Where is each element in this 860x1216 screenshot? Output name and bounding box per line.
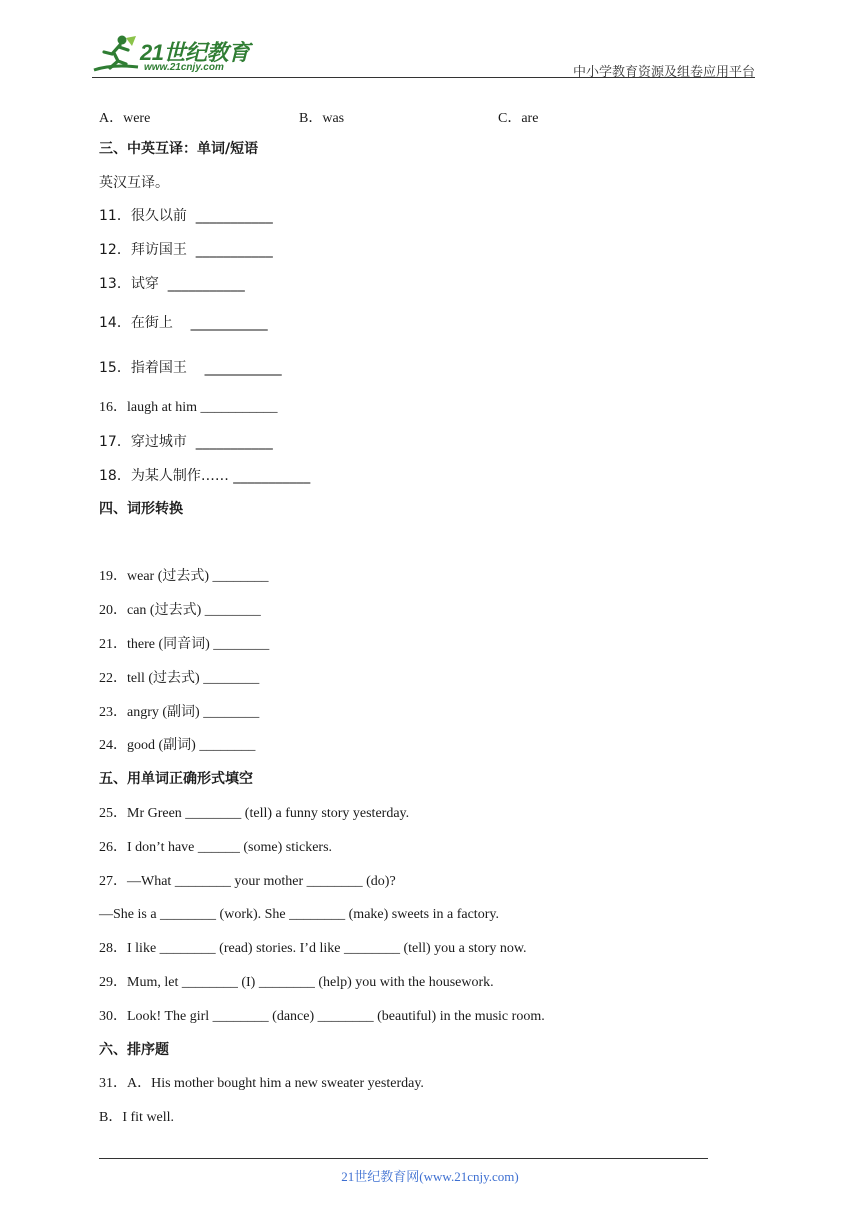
- question-29: 29．Mum, let ________ (I) ________ (help) you with the housework.: [99, 975, 494, 990]
- option-b: B．was: [299, 111, 345, 126]
- question-18: 18．为某人制作…… ___________: [99, 468, 311, 484]
- logo-text: 21世纪教育: [140, 40, 250, 65]
- option-a: A．were: [99, 111, 151, 126]
- question-26: 26．I don’t have ______ (some) stickers.: [99, 840, 333, 855]
- question-17: 17．穿过城市 ___________: [99, 434, 273, 450]
- question-13: 13．试穿 ___________: [99, 276, 245, 292]
- question-15: 15．指着国王 ___________: [99, 360, 282, 376]
- question-19: 19．wear (过去式) ________: [99, 569, 269, 584]
- question-27-reply: —She is a ________ (work). She ________ (make) sweets in a factory.: [99, 907, 499, 922]
- question-28: 28．I like ________ (read) stories. I’d like ________ (tell) you a story now.: [99, 941, 527, 956]
- question-21: 21．there (同音词) ________: [99, 637, 270, 652]
- question-11: 11．很久以前 ___________: [99, 208, 273, 224]
- section-6-title: 六、排序题: [99, 1042, 169, 1058]
- header-divider: [92, 77, 755, 78]
- option-c: C．are: [498, 111, 539, 126]
- question-14: 14．在街上 ___________: [99, 315, 268, 331]
- runner-icon: [92, 34, 140, 74]
- question-31-a: 31．A．His mother bought him a new sweater yesterday.: [99, 1076, 424, 1091]
- question-22: 22．tell (过去式) ________: [99, 671, 260, 686]
- section-4-title: 四、词形转换: [99, 501, 183, 517]
- logo-url: www.21cnjy.com: [144, 62, 224, 73]
- site-tagline: 中小学教育资源及组卷应用平台: [572, 65, 755, 80]
- question-20: 20．can (过去式) ________: [99, 603, 261, 618]
- question-27: 27．—What ________ your mother ________ (do)?: [99, 874, 396, 889]
- question-30: 30．Look! The girl ________ (dance) ________ (beautiful) in the music room.: [99, 1009, 545, 1024]
- page-header: [0, 0, 860, 80]
- question-25: 25．Mr Green ________ (tell) a funny story yesterday.: [99, 806, 410, 821]
- question-16: 16．laugh at him ___________: [99, 400, 278, 415]
- question-23: 23．angry (副词) ________: [99, 705, 260, 720]
- section-5-title: 五、用单词正确形式填空: [99, 771, 253, 787]
- question-31-b: B．I fit well.: [99, 1110, 175, 1125]
- footer-divider: [99, 1158, 708, 1159]
- section-3-title: 三、中英互译：单词/短语: [99, 141, 259, 157]
- section-3-instruction: 英汉互译。: [99, 175, 169, 191]
- site-logo: [92, 34, 262, 78]
- question-24: 24．good (副词) ________: [99, 738, 256, 753]
- page-footer: 21世纪教育网(www.21cnjy.com): [341, 1169, 519, 1184]
- question-12: 12．拜访国王 ___________: [99, 242, 273, 258]
